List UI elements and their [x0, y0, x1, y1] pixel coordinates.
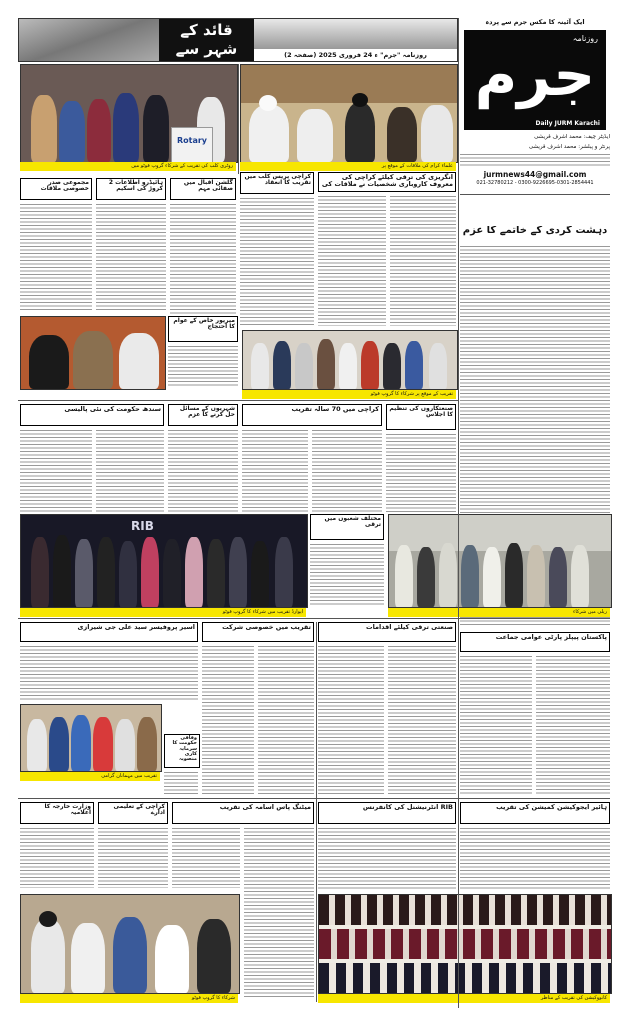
caption-3: تقریب کے موقع پر شرکاء کا گروپ فوٹو: [242, 390, 456, 399]
headline-14: صنعتی ترقی کیلئے اقدامات: [318, 622, 456, 642]
photo-scholars: [240, 64, 458, 163]
logo-english: Daily JURM Karachi: [535, 120, 600, 127]
headline-12: اسیر پروفیسر سید علی جی شیرازی: [20, 622, 198, 642]
photo-convocation: [318, 894, 612, 994]
headline-10: صنعتکاروں کی تنظیم کا اجلاس: [386, 404, 456, 430]
caption-4: ایوارڈ تقریب میں شرکاء کا گروپ فوٹو: [20, 608, 306, 617]
article-7-body: [96, 430, 164, 512]
masthead-credits-1: ایڈیٹر چیف: محمد اشرف قریشی: [534, 134, 610, 140]
masthead-phones: 021-32780212 - 0300-9226695-0301-2854441: [476, 180, 594, 186]
article-20-body: [318, 828, 456, 890]
headline-20: RIB انٹرنیشنل کی کانفرنس: [318, 802, 456, 824]
masthead-lines: [460, 154, 610, 166]
headline-18: کراچی کے تعلیمی ادارے: [98, 802, 168, 824]
article-8-body: [168, 430, 238, 512]
photo-street-rally: [388, 514, 612, 608]
photo-group-rally: [242, 330, 458, 390]
logo-word: جرم: [474, 41, 596, 109]
masthead-email: jurmnews44@gmail.com: [483, 170, 587, 179]
article-19-body: [172, 828, 240, 888]
article-4-body: [96, 204, 166, 312]
article-7b-body: [20, 430, 92, 512]
caption-2: علماء کرام کی ملاقات کے موقع پر: [240, 162, 456, 171]
photo-three-men: [20, 316, 166, 390]
newspaper-page: [18, 18, 610, 1008]
article-18-body: [98, 828, 168, 888]
headline-11: مختلف شعبوں میں ترقی: [310, 514, 384, 540]
rotary-podium: [171, 127, 213, 163]
headline-16: وفاقی حکومت کا سرمایہ کاری منصوبہ: [164, 734, 200, 768]
headline-17: وزارت خارجہ کا اعلامیہ: [20, 802, 94, 824]
headline-5: مجموعی صدر خصوصی ملاقات: [20, 178, 92, 200]
article-9-body: [242, 430, 308, 512]
headline-6: میرپور خاص کے عوام کا احتجاج: [168, 316, 238, 342]
photo-seated-group: [20, 894, 240, 994]
banner-date: روزنامہ "جرم" ء 24 فروری 2025 (صفحہ 2): [254, 49, 457, 61]
headline-8: شہریوں کے مسائل حل کرنے کا عزم: [168, 404, 238, 426]
article-11-body: [310, 544, 384, 606]
masthead: [460, 18, 610, 190]
article-13-body: [202, 646, 254, 796]
article-9b-body: [312, 430, 382, 512]
headline-21: ہائیر ایجوکیشن کمیشن کی تقریب: [460, 802, 610, 824]
article-16-body: [164, 772, 198, 796]
rotary-sign: Rotary: [176, 136, 208, 145]
headline-13: تقریب میں خصوصی شرکت: [202, 622, 314, 642]
article-21-body: [460, 828, 610, 890]
photo-awards-stage: [20, 514, 308, 608]
article-15b-body: [536, 656, 610, 796]
article-6-body: [168, 346, 238, 388]
headline-1: انگریزی کی ترقی کیلئے کراچی کی معروف کاروباری شخصیات نے ملاقات کی: [318, 172, 456, 192]
logo-box: [464, 30, 606, 130]
headline-15: پاکستان پیپلز پارٹی عوامی جماعت: [460, 632, 610, 652]
article-12-body: [20, 646, 198, 700]
headline-2: کراچی پریس کلب میں تقریب کا انعقاد: [240, 172, 314, 194]
article-15-body: [460, 656, 532, 796]
editorial-headline: دہشت گردی کے خاتمے کا عزم: [462, 226, 608, 236]
article-13b-body: [258, 646, 314, 796]
caption-1: روٹری کلب کی تقریب کے شرکاء گروپ فوٹو میں: [20, 162, 236, 171]
article-3-body: [170, 204, 236, 326]
skyline-right: [254, 19, 457, 49]
headline-9: کراچی میں 70 سالہ تقریب: [242, 404, 382, 426]
banner-title-line2: شہر سے: [175, 40, 238, 58]
banner-title-box: [159, 19, 254, 61]
headline-7: سندھ حکومت کی نئی پالیسی: [20, 404, 164, 426]
photo-guests: [20, 704, 162, 772]
masthead-credits-2: پرنٹر و پبلشر: محمد اشرف قریشی: [528, 144, 610, 150]
headline-4: ہائیڈرو اطلاعات 2 کروڑ کی اسکیم: [96, 178, 166, 200]
stage-text: RIB: [131, 519, 154, 533]
article-19b-body: [244, 828, 314, 998]
caption-6: تقریب میں مہمانان گرامی: [20, 772, 160, 781]
caption-5: ریلی میں شرکاء: [388, 608, 610, 617]
banner-title-line1: قائد کے: [180, 21, 233, 39]
article-5-body: [20, 204, 92, 312]
article-17-body: [20, 828, 94, 888]
article-1b-body: [318, 196, 386, 326]
article-10-body: [386, 434, 456, 512]
headline-3: گلشن اقبال میں صفائی مہم: [170, 178, 236, 200]
caption-7: کانووکیشن کی تقریب کے مناظر: [318, 994, 610, 1003]
article-2-body: [240, 198, 314, 326]
article-14-body: [318, 646, 384, 796]
logo-prefix: روزنامہ: [572, 34, 598, 43]
article-14b-body: [388, 646, 456, 796]
masthead-tagline: ایک آئینہ کا مکس جرم سے پردہ: [485, 18, 585, 26]
photo-rotary: [20, 64, 238, 163]
skyline-left: [19, 19, 159, 61]
article-1-body: [390, 196, 456, 326]
headline-19: میٹنگ پاس اسامہ کی تقریب: [172, 802, 314, 824]
caption-8: شرکاء کا گروپ فوٹو: [20, 994, 238, 1003]
top-banner: [18, 18, 458, 62]
